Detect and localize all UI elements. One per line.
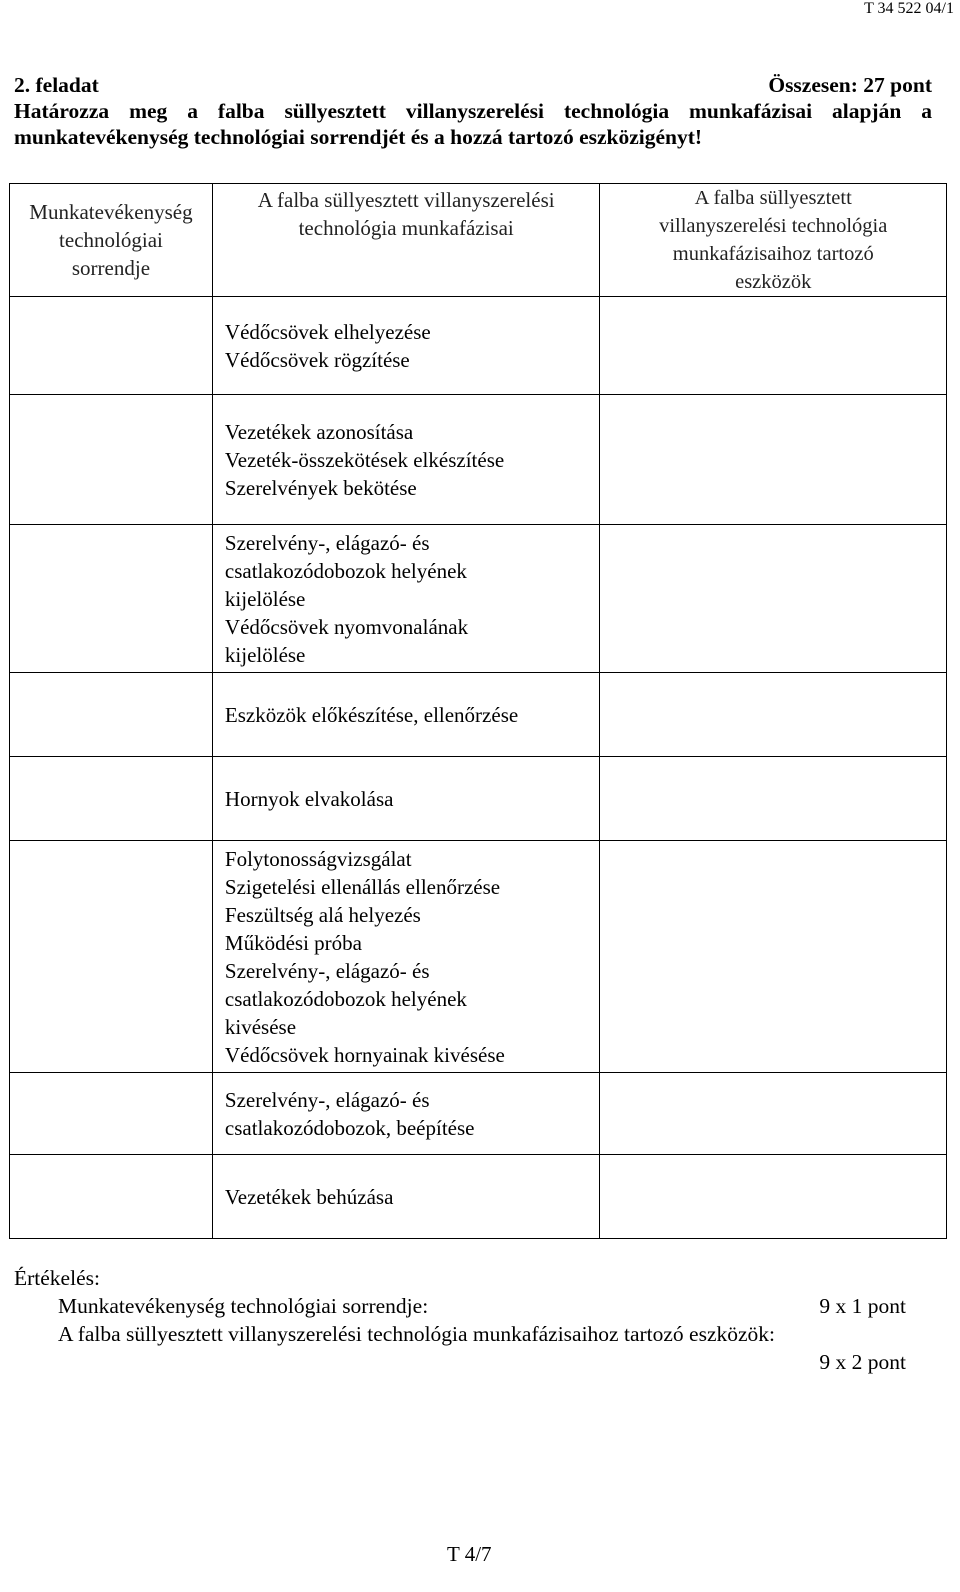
sequence-cell (10, 297, 213, 395)
evaluation-line-2: A falba süllyesztett villanyszerelési technológia munkafázisaihoz tartozó eszközök: (58, 1322, 776, 1346)
phase-cell (212, 1155, 600, 1239)
task-total-points: Összesen: 27 pont (768, 73, 932, 97)
tools-cell (600, 395, 947, 525)
task-instruction: Határozza meg a falba süllyesztett villanyszerelési technológia munkafázisai alapján a munkatevékenység technológiai sorrendjét és a hozzá tartozó eszközigényt! (14, 99, 932, 149)
phase-line: csatlakozódobozok helyének (224, 558, 467, 583)
evaluation-title: Értékelés: (14, 1266, 100, 1290)
table-header-row (10, 184, 947, 297)
tools-cell (600, 1073, 947, 1155)
phase-line: Feszültség alá helyezés (224, 902, 421, 927)
table-row (10, 525, 947, 673)
phase-line: Hornyok elvakolása (224, 786, 394, 811)
table-row (10, 757, 947, 841)
sequence-cell (10, 525, 213, 673)
phase-line: kijelölése (224, 586, 306, 611)
sequence-cell (10, 395, 213, 525)
phase-cell (212, 1073, 600, 1155)
phase-line: Szerelvények bekötése (224, 475, 417, 500)
sequence-cell (10, 841, 213, 1073)
phase-line: Működési próba (224, 930, 362, 955)
tools-cell (600, 673, 947, 757)
task-header (14, 72, 932, 150)
sequence-cell (10, 757, 213, 841)
phase-cell (212, 525, 600, 673)
document-code: T 34 522 04/1 (864, 0, 954, 17)
table-row (10, 1155, 947, 1239)
tools-cell (600, 525, 947, 673)
phase-line: csatlakozódobozok, beépítése (224, 1115, 475, 1140)
phase-line: csatlakozódobozok helyének (224, 986, 467, 1011)
phase-line: Védőcsövek rögzítése (224, 347, 410, 372)
sequence-cell (10, 1073, 213, 1155)
phase-line: Folytonosságvizsgálat (224, 846, 412, 871)
phase-cell (212, 841, 600, 1073)
phase-line: Szerelvény-, elágazó- és (224, 1087, 430, 1112)
phase-line: Vezetékek azonosítása (224, 419, 414, 444)
table-row (10, 841, 947, 1073)
phase-cell (212, 395, 600, 525)
tools-cell (600, 1155, 947, 1239)
phase-line: Vezeték-összekötések elkészítése (224, 447, 505, 472)
header-tools: A falba süllyesztett villanyszerelési technológia munkafázisaihoz tartozó eszközök (600, 184, 947, 297)
table-row (10, 1073, 947, 1155)
tools-cell (600, 297, 947, 395)
evaluation-section (14, 1264, 906, 1376)
phase-line: Szerelvény-, elágazó- és (224, 958, 430, 983)
phase-line: kivésése (224, 1014, 297, 1039)
table-row (10, 395, 947, 525)
phase-line: Védőcsövek hornyainak kivésése (224, 1042, 505, 1067)
phase-cell (212, 757, 600, 841)
phases-table (9, 183, 947, 1239)
phase-line: Szerelvény-, elágazó- és (224, 530, 430, 555)
phase-cell (212, 297, 600, 395)
tools-cell (600, 841, 947, 1073)
evaluation-line-2-points: 9 x 2 pont (819, 1350, 906, 1374)
sequence-cell (10, 1155, 213, 1239)
header-phases: A falba süllyesztett villanyszerelési technológia munkafázisai (212, 184, 600, 297)
phase-line: Szigetelési ellenállás ellenőrzése (224, 874, 501, 899)
sequence-cell (10, 673, 213, 757)
page-number: T 4/7 (447, 1542, 492, 1566)
header-sequence: Munkatevékenység technológiai sorrendje (10, 184, 213, 297)
table-row (10, 673, 947, 757)
tools-cell (600, 757, 947, 841)
phase-line: kijelölése (224, 642, 306, 667)
phase-line: Védőcsövek elhelyezése (224, 319, 431, 344)
table-row (10, 297, 947, 395)
phase-line: Vezetékek behúzása (224, 1184, 394, 1209)
evaluation-line-1: Munkatevékenység technológiai sorrendje: 9 x 1 pont (58, 1294, 906, 1318)
phase-cell (212, 673, 600, 757)
task-number: 2. feladat (14, 73, 99, 97)
phase-line: Eszközök előkészítése, ellenőrzése (224, 702, 519, 727)
phase-line: Védőcsövek nyomvonalának (224, 614, 469, 639)
